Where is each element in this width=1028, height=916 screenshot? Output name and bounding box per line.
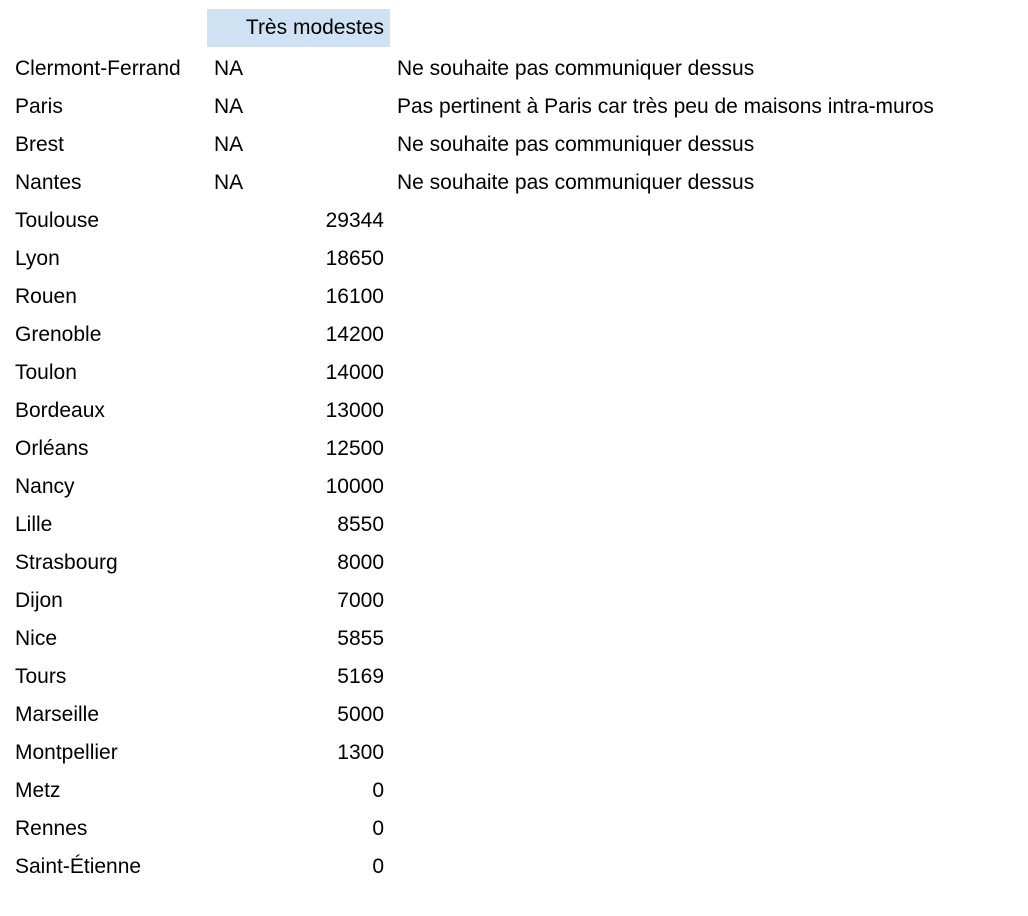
table-row bbox=[8, 202, 934, 240]
table-row bbox=[8, 810, 934, 848]
table-row bbox=[8, 88, 934, 126]
table-row bbox=[8, 126, 934, 164]
table-row bbox=[8, 734, 934, 772]
city-cell[interactable]: Dijon bbox=[15, 589, 63, 612]
table-row bbox=[8, 164, 934, 202]
value-cell[interactable]: 18650 bbox=[325, 247, 384, 270]
city-cell[interactable]: Nice bbox=[15, 627, 58, 650]
value-cell[interactable]: 7000 bbox=[337, 589, 384, 612]
value-cell[interactable]: NA bbox=[214, 171, 244, 194]
city-cell[interactable]: Toulon bbox=[15, 361, 77, 384]
table-body bbox=[8, 50, 934, 886]
value-cell[interactable]: 8550 bbox=[337, 513, 384, 536]
value-cell[interactable]: NA bbox=[214, 95, 244, 118]
city-cell[interactable]: Saint-Étienne bbox=[15, 855, 142, 878]
value-cell[interactable]: 5855 bbox=[337, 627, 384, 650]
city-cell[interactable]: Bordeaux bbox=[15, 399, 105, 422]
table-row bbox=[8, 506, 934, 544]
table-row bbox=[8, 468, 934, 506]
city-cell[interactable]: Brest bbox=[15, 133, 65, 156]
value-cell[interactable]: NA bbox=[214, 57, 244, 80]
city-cell[interactable]: Lille bbox=[15, 513, 53, 536]
value-cell[interactable]: 16100 bbox=[325, 285, 384, 308]
value-cell[interactable]: 5169 bbox=[337, 665, 384, 688]
city-cell[interactable]: Clermont-Ferrand bbox=[15, 57, 181, 80]
value-cell[interactable]: 10000 bbox=[325, 475, 384, 498]
table-row bbox=[8, 658, 934, 696]
table-row bbox=[8, 354, 934, 392]
column-header-tres-modestes[interactable] bbox=[207, 9, 390, 47]
value-cell[interactable]: 1300 bbox=[337, 741, 384, 764]
value-cell[interactable]: NA bbox=[214, 133, 244, 156]
city-cell[interactable]: Metz bbox=[15, 779, 61, 802]
city-cell[interactable]: Orléans bbox=[15, 437, 89, 460]
value-cell[interactable]: 8000 bbox=[337, 551, 384, 574]
city-cell[interactable]: Lyon bbox=[15, 247, 60, 270]
table-row bbox=[8, 316, 934, 354]
city-cell[interactable]: Toulouse bbox=[15, 209, 100, 232]
value-cell[interactable]: 5000 bbox=[337, 703, 384, 726]
value-cell[interactable]: 14000 bbox=[325, 361, 384, 384]
value-cell[interactable]: 29344 bbox=[325, 209, 384, 232]
city-cell[interactable]: Tours bbox=[15, 665, 67, 688]
city-cell[interactable]: Marseille bbox=[15, 703, 100, 726]
header-row bbox=[8, 15, 934, 50]
value-cell[interactable]: 0 bbox=[372, 855, 384, 878]
city-cell[interactable]: Montpellier bbox=[15, 741, 118, 764]
note-cell[interactable]: Ne souhaite pas communiquer dessus bbox=[397, 133, 755, 156]
city-cell[interactable]: Nantes bbox=[15, 171, 82, 194]
table-row bbox=[8, 392, 934, 430]
table-row bbox=[8, 50, 934, 88]
note-cell[interactable]: Ne souhaite pas communiquer dessus bbox=[397, 57, 755, 80]
value-cell[interactable]: 13000 bbox=[325, 399, 384, 422]
note-cell[interactable]: Ne souhaite pas communiquer dessus bbox=[397, 171, 755, 194]
value-cell[interactable]: 12500 bbox=[325, 437, 384, 460]
table-row bbox=[8, 278, 934, 316]
table-row bbox=[8, 696, 934, 734]
table-row bbox=[8, 544, 934, 582]
city-cell[interactable]: Nancy bbox=[15, 475, 75, 498]
table-row bbox=[8, 430, 934, 468]
value-cell[interactable]: 14200 bbox=[325, 323, 384, 346]
city-cell[interactable]: Rennes bbox=[15, 817, 88, 840]
table-row bbox=[8, 582, 934, 620]
value-cell[interactable]: 0 bbox=[372, 817, 384, 840]
city-cell[interactable]: Strasbourg bbox=[15, 551, 118, 574]
city-cell[interactable]: Rouen bbox=[15, 285, 77, 308]
table-row bbox=[8, 848, 934, 886]
note-cell[interactable]: Pas pertinent à Paris car très peu de maisons intra-muros bbox=[397, 95, 934, 118]
column-header-label: Très modestes bbox=[245, 16, 384, 39]
city-cell[interactable]: Paris bbox=[15, 95, 63, 118]
table-row bbox=[8, 772, 934, 810]
city-cell[interactable]: Grenoble bbox=[15, 323, 102, 346]
table-row bbox=[8, 240, 934, 278]
spreadsheet-table bbox=[8, 15, 934, 886]
table-row bbox=[8, 620, 934, 658]
value-cell[interactable]: 0 bbox=[372, 779, 384, 802]
